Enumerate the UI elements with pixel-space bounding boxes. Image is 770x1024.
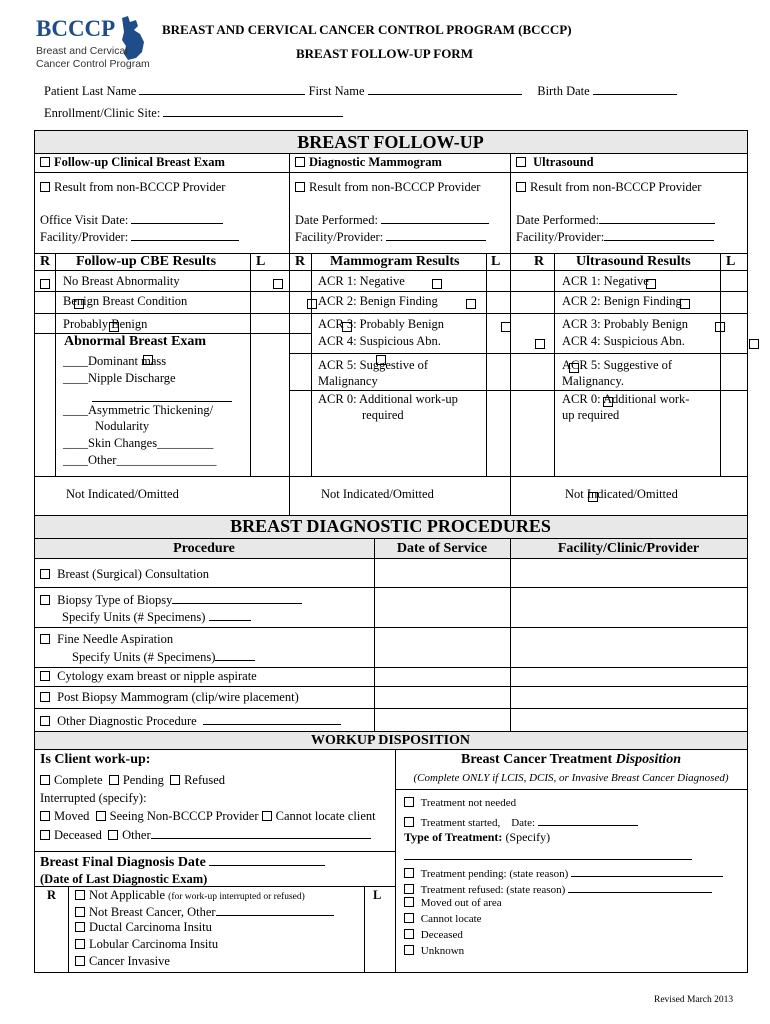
mammo-date-row: Date Performed:	[295, 212, 489, 228]
tx-title: Breast Cancer Treatment Disposition	[461, 752, 681, 767]
tx-moved: Moved out of area	[404, 897, 502, 909]
tx-cannot: Cannot locate	[404, 913, 482, 925]
mammo-l-checkbox-3[interactable]	[715, 322, 725, 332]
tx-type: Type of Treatment: (Specify)	[404, 830, 551, 844]
abnormal-nodularity: Nodularity	[95, 419, 150, 433]
moved-checkbox[interactable]	[40, 811, 50, 821]
dx-l-head: L	[373, 888, 382, 902]
mammo-acr3: ACR 3: Probably Benign	[318, 317, 445, 331]
cytology-checkbox[interactable]	[40, 671, 50, 681]
us-non-bcccp-checkbox[interactable]	[516, 182, 526, 192]
dx-ductal: Ductal Carcinoma Insitu	[75, 920, 212, 935]
complete-checkbox[interactable]	[40, 775, 50, 785]
final-dx-row: Breast Final Diagnosis Date	[40, 854, 325, 871]
enrollment-field[interactable]	[163, 105, 343, 117]
fna-checkbox[interactable]	[40, 634, 50, 644]
biopsy-type-field[interactable]	[172, 592, 302, 604]
dx-invasive-checkbox[interactable]	[75, 956, 85, 966]
other-procedure-field[interactable]	[203, 713, 341, 725]
cbe-header: Follow-up Clinical Breast Exam	[40, 155, 225, 170]
mammo-header: Diagnostic Mammogram	[295, 155, 442, 170]
col-facility: Facility/Clinic/Provider	[557, 541, 700, 556]
us-header: Ultrasound	[516, 155, 594, 170]
tx-not-needed-checkbox[interactable]	[404, 797, 414, 807]
mammo-l-head: L	[491, 254, 501, 269]
mammo-acr5-cont: Malignancy	[318, 374, 378, 388]
cbe-facility-field[interactable]	[131, 229, 239, 241]
bcccp-logo	[36, 16, 150, 74]
diag-row-cytology: Cytology exam breast or nipple aspirate	[40, 669, 257, 684]
refused-checkbox[interactable]	[170, 775, 180, 785]
us-checkbox[interactable]	[516, 157, 526, 167]
workup-status-row: Complete Pending Refused	[40, 773, 225, 788]
diag-section-title: BREAST DIAGNOSTIC PROCEDURES	[230, 516, 551, 536]
dx-other-field[interactable]	[216, 904, 334, 916]
diag-row-consultation: Breast (Surgical) Consultation	[40, 567, 209, 582]
dx-not-applicable: Not Applicable (for work-up interrupted or refused)	[75, 888, 305, 903]
interrupted-label: Interrupted (specify):	[40, 791, 147, 805]
revised-date: Revised March 2013	[654, 995, 734, 1005]
cbe-r-head: R	[40, 254, 51, 269]
office-visit-date-field[interactable]	[131, 212, 223, 224]
interrupted-reasons-row: Moved Seeing Non-BCCCP Provider Cannot locate client	[40, 809, 376, 824]
cbe-item-2: Benign Breast Condition	[63, 294, 188, 308]
abnormal-other: ____Other________________	[63, 453, 217, 467]
diag-row-other: Other Diagnostic Procedure	[40, 713, 341, 729]
mammo-r-checkbox-4[interactable]	[535, 339, 545, 349]
cbe-l-checkbox-2[interactable]	[307, 299, 317, 309]
dx-not-cancer-checkbox[interactable]	[75, 907, 85, 917]
abnormal-blank-line[interactable]	[92, 390, 232, 402]
logo-line2: Cancer Control Program	[36, 58, 150, 70]
biopsy-checkbox[interactable]	[40, 595, 50, 605]
final-dx-date-field[interactable]	[209, 854, 325, 866]
dx-lobular-checkbox[interactable]	[75, 939, 85, 949]
enrollment-label: Enrollment/Clinic Site:	[44, 106, 161, 120]
fna-units-field[interactable]	[215, 649, 255, 661]
tx-started-checkbox[interactable]	[404, 817, 414, 827]
diag-row-post-biopsy: Post Biopsy Mammogram (clip/wire placement)	[40, 690, 299, 705]
program-title: BREAST AND CERVICAL CANCER CONTROL PROGRAM (BCCCP)	[162, 22, 572, 37]
cannot-locate-checkbox[interactable]	[262, 811, 272, 821]
enrollment-row	[44, 105, 343, 121]
us-acr3: ACR 3: Probably Benign	[562, 317, 689, 331]
col-procedure: Procedure	[173, 541, 235, 556]
tx-started: Treatment started, Date:	[404, 814, 638, 829]
us-acr1: ACR 1: Negative	[562, 274, 649, 288]
us-acr5-cont: Malignancy.	[562, 374, 625, 388]
tx-cannot-checkbox[interactable]	[404, 913, 414, 923]
tx-pending-checkbox[interactable]	[404, 868, 414, 878]
pending-checkbox[interactable]	[109, 775, 119, 785]
other-checkbox[interactable]	[108, 830, 118, 840]
patient-last-name-label: Patient Last Name	[44, 84, 137, 98]
mammo-acr5: ACR 5: Suggestive of	[318, 358, 429, 372]
mammo-r-checkbox-1[interactable]	[432, 279, 442, 289]
mammo-date-field[interactable]	[381, 212, 489, 224]
mammo-acr4: ACR 4: Suspicious Abn.	[318, 334, 441, 348]
mammo-l-checkbox-4[interactable]	[749, 339, 759, 349]
mammo-not-indicated: Not Indicated/Omitted	[321, 487, 434, 501]
cbe-l-head: L	[256, 254, 266, 269]
biopsy-units-field[interactable]	[209, 609, 251, 621]
tx-refused-reason-field[interactable]	[568, 881, 712, 893]
tx-refused: Treatment refused: (state reason)	[404, 881, 712, 896]
diag-row-fna-units: Specify Units (# Specimens)	[72, 649, 255, 665]
us-acr0-cont: up required	[562, 408, 620, 422]
mammo-facility-field[interactable]	[386, 229, 486, 241]
abnormal-skin-changes: ____Skin Changes_________	[63, 436, 214, 450]
deceased-checkbox[interactable]	[40, 830, 50, 840]
mammo-acr1: ACR 1: Negative	[318, 274, 405, 288]
abnormal-asymmetric: ____Asymmetric Thickening/	[63, 403, 214, 417]
us-acr5: ACR 5: Suggestive of	[562, 358, 673, 372]
mammo-acr0-cont: required	[362, 408, 404, 422]
cbe-non-bcccp-checkbox[interactable]	[40, 182, 50, 192]
us-results-head: Ultrasound Results	[576, 254, 691, 269]
logo-title: BCCCP	[36, 16, 116, 41]
us-r-head: R	[534, 254, 545, 269]
dx-invasive: Cancer Invasive	[75, 954, 170, 969]
tx-deceased: Deceased	[404, 929, 463, 941]
mammo-acr0: ACR 0: Additional work-up	[318, 392, 458, 406]
cbe-not-indicated: Not Indicated/Omitted	[66, 487, 179, 501]
logo-line1: Breast and Cervical	[36, 45, 128, 57]
tx-deceased-checkbox[interactable]	[404, 929, 414, 939]
other-procedure-checkbox[interactable]	[40, 716, 50, 726]
mammo-non-bcccp: Result from non-BCCCP Provider	[295, 180, 480, 195]
tx-not-needed: Treatment not needed	[404, 797, 516, 809]
cbe-non-bcccp: Result from non-BCCCP Provider	[40, 180, 225, 195]
final-dx-sub: (Date of Last Diagnostic Exam)	[40, 872, 208, 886]
cbe-checkbox[interactable]	[40, 157, 50, 167]
mammo-acr2: ACR 2: Benign Finding	[318, 294, 438, 308]
us-acr4: ACR 4: Suspicious Abn.	[562, 334, 685, 348]
birth-date-field[interactable]	[593, 83, 677, 95]
diag-row-biopsy-units: Specify Units (# Specimens)	[62, 609, 251, 625]
office-visit-row: Office Visit Date:	[40, 212, 223, 228]
dx-lobular: Lobular Carcinoma Insitu	[75, 937, 218, 952]
post-biopsy-checkbox[interactable]	[40, 692, 50, 702]
seeing-provider-checkbox[interactable]	[96, 811, 106, 821]
mammo-facility-row: Facility/Provider:	[295, 229, 486, 245]
cbe-item-1: No Breast Abnormality	[63, 274, 180, 288]
consultation-checkbox[interactable]	[40, 569, 50, 579]
cbe-results-head: Follow-up CBE Results	[76, 254, 217, 269]
cbe-r-checkbox-1[interactable]	[40, 279, 50, 289]
diag-row-fna: Fine Needle Aspiration	[40, 632, 173, 647]
first-name-field[interactable]	[368, 83, 522, 95]
patient-info-row	[44, 83, 677, 99]
tx-pending: Treatment pending: (state reason)	[404, 865, 723, 880]
tx-unknown: Unknown	[404, 945, 464, 957]
workup-section-title: WORKUP DISPOSITION	[310, 733, 471, 748]
tx-started-date-field[interactable]	[538, 814, 638, 826]
birth-date-label: Birth Date	[537, 84, 590, 98]
tx-moved-checkbox[interactable]	[404, 897, 414, 907]
us-acr2: ACR 2: Benign Finding	[562, 294, 682, 308]
diag-row-biopsy: Biopsy Type of Biopsy	[40, 592, 302, 608]
cbe-facility-row: Facility/Provider:	[40, 229, 239, 245]
tx-type-field[interactable]	[404, 848, 692, 860]
first-name-label: First Name	[308, 84, 365, 98]
mammo-r-head: R	[295, 254, 306, 269]
dx-r-head: R	[47, 888, 57, 902]
abnormal-exam-heading: Abnormal Breast Exam	[64, 334, 207, 349]
tx-note: (Complete ONLY if LCIS, DCIS, or Invasive Breast Cancer Diagnosed)	[413, 772, 729, 784]
tx-pending-reason-field[interactable]	[571, 865, 723, 877]
followup-section-title: BREAST FOLLOW-UP	[297, 132, 484, 152]
abnormal-dominant-mass: ____Dominant mass	[63, 354, 167, 368]
dx-na-checkbox[interactable]	[75, 890, 85, 900]
interrupted-reasons-row-2: Deceased Other	[40, 827, 371, 843]
us-date-field[interactable]	[599, 212, 715, 224]
tx-refused-checkbox[interactable]	[404, 884, 414, 894]
cbe-l-checkbox-1[interactable]	[273, 279, 283, 289]
us-not-indicated: Not Indicated/Omitted	[565, 487, 678, 501]
us-date-row: Date Performed:	[516, 212, 715, 228]
dx-not-cancer: Not Breast Cancer, Other	[75, 904, 334, 920]
mammo-non-bcccp-checkbox[interactable]	[295, 182, 305, 192]
mammo-r-checkbox-2[interactable]	[466, 299, 476, 309]
other-reason-field[interactable]	[151, 827, 371, 839]
mammo-r-checkbox-3[interactable]	[501, 322, 511, 332]
client-workup-label: Is Client work-up:	[40, 752, 151, 767]
col-date-of-service: Date of Service	[396, 541, 488, 556]
patient-last-name-field[interactable]	[139, 83, 305, 95]
abnormal-nipple-discharge: ____Nipple Discharge	[63, 371, 176, 385]
dx-ductal-checkbox[interactable]	[75, 922, 85, 932]
us-acr0: ACR 0: Additional work-	[562, 392, 690, 406]
us-l-head: L	[726, 254, 736, 269]
cbe-item-3: Probably Benign	[63, 317, 148, 331]
us-facility-row: Facility/Provider:	[516, 229, 714, 245]
form-title: BREAST FOLLOW-UP FORM	[296, 46, 473, 61]
us-facility-field[interactable]	[604, 229, 714, 241]
mammo-results-head: Mammogram Results	[330, 254, 460, 269]
tx-unknown-checkbox[interactable]	[404, 945, 414, 955]
mammo-checkbox[interactable]	[295, 157, 305, 167]
us-non-bcccp: Result from non-BCCCP Provider	[516, 180, 701, 195]
